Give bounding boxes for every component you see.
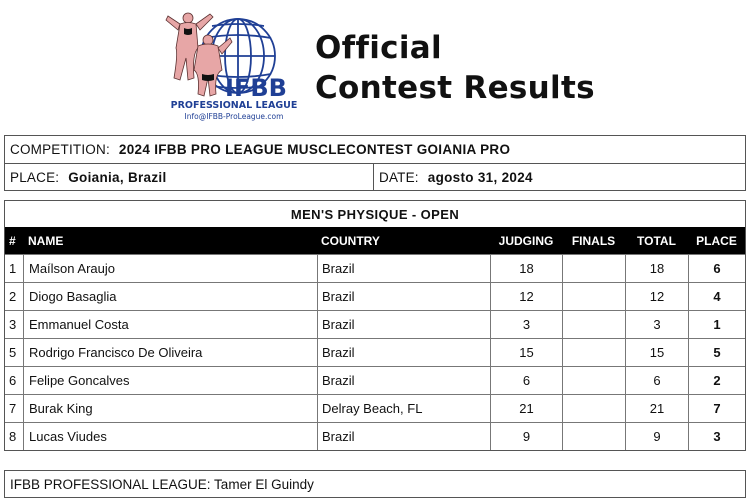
row-place: 1 <box>688 311 745 338</box>
competition-info <box>4 135 746 191</box>
competition-row <box>5 136 745 163</box>
place-cell <box>5 164 374 190</box>
logo-email: Info@IFBB-ProLeague.com <box>184 112 284 121</box>
globe-logo-icon <box>158 8 304 126</box>
place-label: PLACE: <box>10 169 60 185</box>
row-judging: 6 <box>490 367 562 394</box>
row-place: 7 <box>688 395 745 422</box>
row-total: 9 <box>625 423 688 450</box>
row-num: 6 <box>9 373 17 388</box>
row-finals <box>562 395 625 422</box>
row-country: Brazil <box>317 283 490 310</box>
col-name-header: NAME <box>28 233 64 248</box>
row-finals <box>562 255 625 282</box>
row-place: 4 <box>688 283 745 310</box>
competition-label: COMPETITION: <box>10 142 110 157</box>
row-name: Emmanuel Costa <box>23 311 317 338</box>
logo-text: IFBB <box>225 74 287 102</box>
table-row <box>5 366 745 394</box>
row-name: Felipe Goncalves <box>23 367 317 394</box>
col-total-header: TOTAL <box>637 233 676 248</box>
title-line-2: Contest Results <box>315 70 595 106</box>
row-finals <box>562 283 625 310</box>
table-row <box>5 422 745 450</box>
row-name: Lucas Viudes <box>23 423 317 450</box>
table-row <box>5 254 745 282</box>
row-num: 5 <box>9 345 17 360</box>
row-place: 5 <box>688 339 745 366</box>
row-name: Rodrigo Francisco De Oliveira <box>23 339 317 366</box>
ifbb-logo <box>158 8 304 126</box>
row-country: Delray Beach, FL <box>317 395 490 422</box>
row-judging: 18 <box>490 255 562 282</box>
row-num: 1 <box>9 261 17 276</box>
row-judging: 9 <box>490 423 562 450</box>
competition-cell <box>5 136 510 163</box>
row-country: Brazil <box>317 311 490 338</box>
row-country: Brazil <box>317 367 490 394</box>
row-judging: 3 <box>490 311 562 338</box>
col-country-header: COUNTRY <box>321 233 380 248</box>
col-judging-header: JUDGING <box>498 233 554 248</box>
title-line-1: Official <box>315 30 442 66</box>
row-total: 15 <box>625 339 688 366</box>
table-row <box>5 338 745 366</box>
row-judging: 21 <box>490 395 562 422</box>
row-country: Brazil <box>317 423 490 450</box>
row-total: 12 <box>625 283 688 310</box>
row-num: 2 <box>9 289 17 304</box>
place-value: Goiania, Brazil <box>68 169 167 185</box>
date-cell <box>374 164 533 190</box>
row-country: Brazil <box>317 255 490 282</box>
division-title: MEN'S PHYSIQUE - OPEN <box>290 206 460 222</box>
table-row <box>5 394 745 422</box>
table-row <box>5 310 745 338</box>
row-num: 8 <box>9 429 17 444</box>
row-finals <box>562 339 625 366</box>
col-finals-header: FINALS <box>571 233 616 248</box>
table-row <box>5 282 745 310</box>
row-total: 6 <box>625 367 688 394</box>
row-finals <box>562 423 625 450</box>
col-num-header: # <box>9 233 16 248</box>
row-finals <box>562 367 625 394</box>
page-title <box>315 28 595 108</box>
row-name: Diogo Basaglia <box>23 283 317 310</box>
header <box>0 0 750 128</box>
col-place-header: PLACE <box>696 233 737 248</box>
row-name: Maílson Araujo <box>23 255 317 282</box>
row-judging: 15 <box>490 339 562 366</box>
results-table <box>4 200 746 451</box>
row-place: 3 <box>688 423 745 450</box>
competition-value: 2024 IFBB PRO LEAGUE MUSCLECONTEST GOIANIA PRO <box>118 142 511 157</box>
table-header <box>5 227 745 254</box>
row-country: Brazil <box>317 339 490 366</box>
row-total: 18 <box>625 255 688 282</box>
row-total: 3 <box>625 311 688 338</box>
footer-promoter: IFBB PROFESSIONAL LEAGUE: Tamer El Guindy <box>4 470 746 498</box>
row-total: 21 <box>625 395 688 422</box>
row-num: 7 <box>9 401 17 416</box>
row-place: 2 <box>688 367 745 394</box>
place-date-row <box>5 163 745 190</box>
row-judging: 12 <box>490 283 562 310</box>
row-place: 6 <box>688 255 745 282</box>
row-finals <box>562 311 625 338</box>
row-num: 3 <box>9 317 17 332</box>
date-label: DATE: <box>379 169 419 185</box>
date-value: agosto 31, 2024 <box>427 169 533 185</box>
row-name: Burak King <box>23 395 317 422</box>
logo-subtext: PROFESSIONAL LEAGUE <box>170 100 298 111</box>
